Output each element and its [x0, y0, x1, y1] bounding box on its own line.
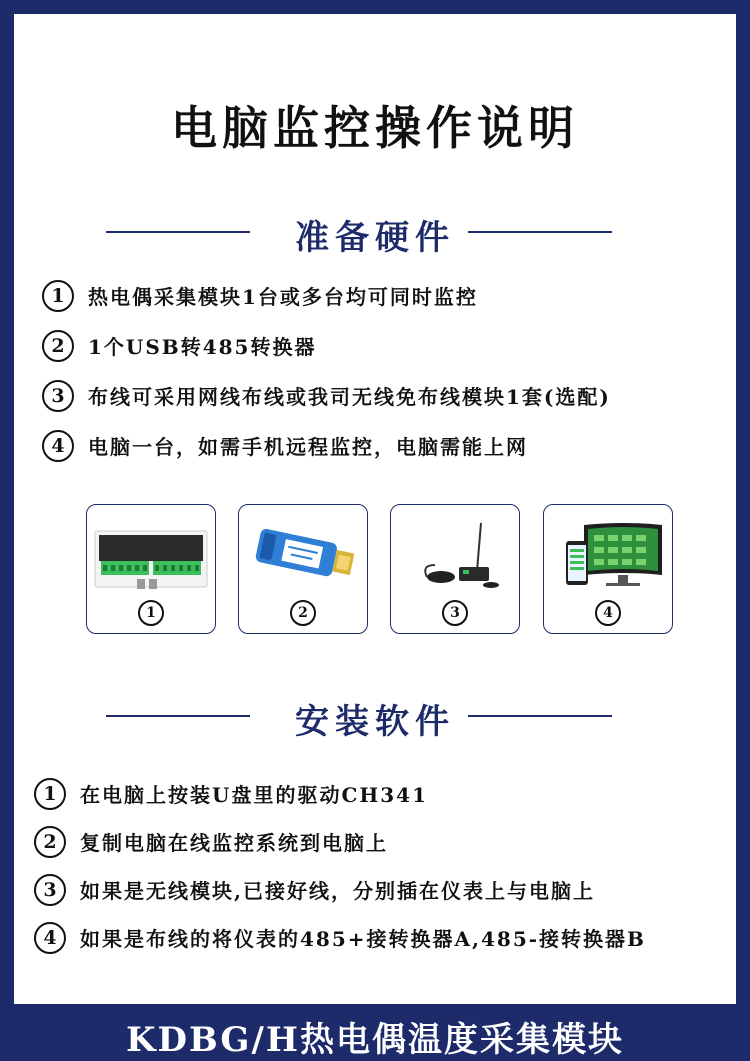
list-item-text: 电脑一台，如需手机远程监控，电脑需能上网 — [88, 435, 528, 459]
list-item-text: 复制电脑在线监控系统到电脑上 — [80, 831, 388, 855]
divider-line — [468, 715, 612, 717]
product-images — [14, 504, 736, 636]
circled-number: 2 — [34, 826, 66, 858]
image-tile-wireless — [390, 504, 520, 634]
circled-number: 1 — [34, 778, 66, 810]
list-item-text: 布线可采用网线布线或我司无线免布线模块1套(选配) — [88, 385, 611, 409]
list-item-text: 如果是布线的将仪表的485+接转换器A,485-接转换器B — [80, 927, 646, 951]
computer-phone-icon — [544, 505, 672, 603]
image-caption-number: 3 — [442, 600, 468, 626]
image-caption-number: 2 — [290, 600, 316, 626]
image-tile-computer — [543, 504, 673, 634]
page-title: 电脑监控操作说明 — [171, 101, 579, 155]
circled-number: 4 — [42, 430, 74, 462]
section-hardware-title: 准备硬件 — [295, 218, 455, 258]
circled-number: 3 — [34, 874, 66, 906]
section-software-header — [14, 694, 736, 742]
circled-number: 1 — [42, 280, 74, 312]
divider-line — [468, 231, 612, 233]
usb-485-converter-icon — [239, 505, 367, 603]
list-item-text: 在电脑上按装U盘里的驱动CH341 — [80, 783, 429, 807]
image-caption-number: 1 — [138, 600, 164, 626]
list-item-text: 如果是无线模块,已接好线，分别插在仪表上与电脑上 — [80, 879, 595, 903]
footer-product-name: KDBG/H热电偶温度采集模块 — [126, 1020, 624, 1060]
image-tile-converter — [238, 504, 368, 634]
thermocouple-module-icon — [87, 505, 215, 603]
section-hardware-header — [14, 210, 736, 258]
content-card — [14, 14, 736, 1004]
section-software-title: 安装软件 — [295, 702, 455, 742]
wireless-module-icon — [391, 505, 519, 603]
image-tile-module — [86, 504, 216, 634]
list-item-text: 1个USB转485转换器 — [88, 335, 317, 359]
image-caption-number: 4 — [595, 600, 621, 626]
list-item-text: 热电偶采集模块1台或多台均可同时监控 — [88, 285, 478, 309]
circled-number: 3 — [42, 380, 74, 412]
circled-number: 2 — [42, 330, 74, 362]
circled-number: 4 — [34, 922, 66, 954]
